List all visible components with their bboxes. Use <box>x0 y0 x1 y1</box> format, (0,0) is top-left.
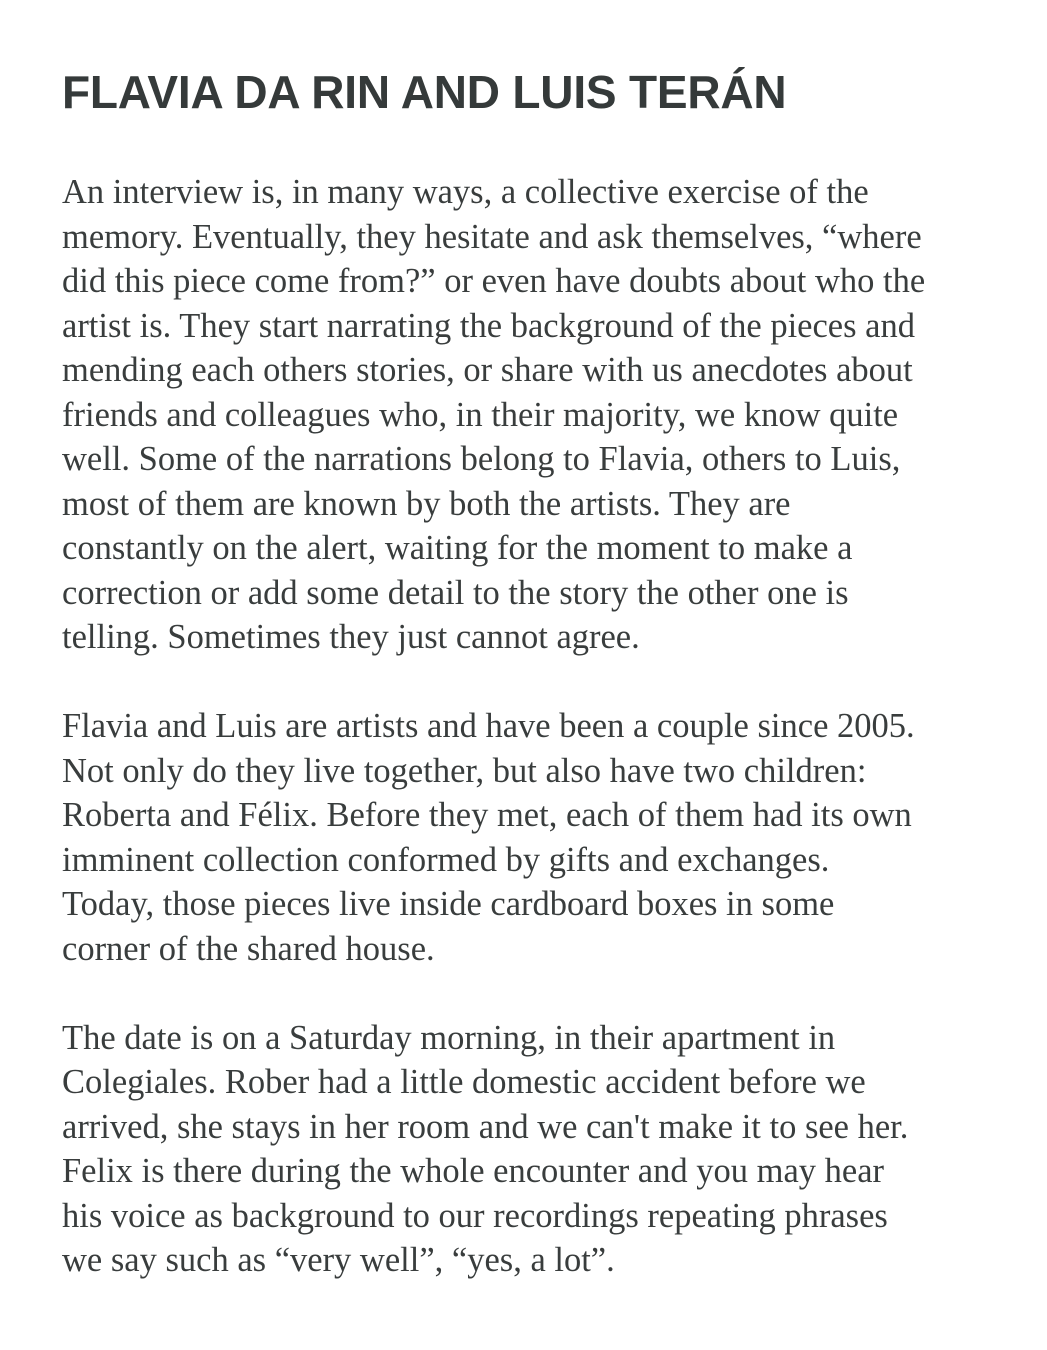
page-title: FLAVIA DA RIN AND LUIS TERÁN <box>62 66 787 118</box>
text-line: An interview is, in many ways, a collective exercise of the <box>62 173 869 211</box>
article-body <box>62 170 1022 1283</box>
text-line: arrived, she stays in her room and we can't make it to see her. <box>62 1107 909 1146</box>
text-line: corner of the shared house. <box>62 929 435 968</box>
text-line: Today, those pieces live inside cardboard boxes in some <box>62 885 835 923</box>
text-line: Roberta and Félix. Before they met, each of them had its own <box>62 796 912 834</box>
text-line: Flavia and Luis are artists and have been a couple since 2005. <box>62 707 915 745</box>
text-line: we say such as “very well”, “yes, a lot”. <box>62 1241 615 1279</box>
text-line: Felix is there during the whole encounter and you may hear <box>62 1152 885 1190</box>
text-line: telling. Sometimes they just cannot agree. <box>62 618 640 656</box>
text-line: friends and colleagues who, in their majority, we know quite <box>62 395 899 434</box>
text-line: imminent collection conformed by gifts and exchanges. <box>62 840 830 879</box>
text-line: did this piece come from?” or even have doubts about who the <box>62 262 926 300</box>
text-line: most of them are known by both the artists. They are <box>62 484 791 523</box>
text-line: his voice as background to our recordings repeating phrases <box>62 1196 888 1235</box>
article <box>62 62 1022 1327</box>
text-line: constantly on the alert, waiting for the moment to make a <box>62 529 853 567</box>
text-line: correction or add some detail to the story the other one is <box>62 573 849 612</box>
paragraph <box>62 1016 1022 1283</box>
text-line: well. Some of the narrations belong to Flavia, others to Luis, <box>62 440 901 478</box>
paragraph <box>62 170 1022 660</box>
text-line: artist is. They start narrating the background of the pieces and <box>62 306 915 345</box>
text-line: Not only do they live together, but also have two children: <box>62 751 867 790</box>
text-line: Colegiales. Rober had a little domestic accident before we <box>62 1063 866 1101</box>
paragraph <box>62 704 1022 971</box>
text-line: memory. Eventually, they hesitate and ask themselves, “where <box>62 217 922 256</box>
text-line: The date is on a Saturday morning, in their apartment in <box>62 1018 836 1057</box>
text-line: mending each others stories, or share with us anecdotes about <box>62 351 913 389</box>
